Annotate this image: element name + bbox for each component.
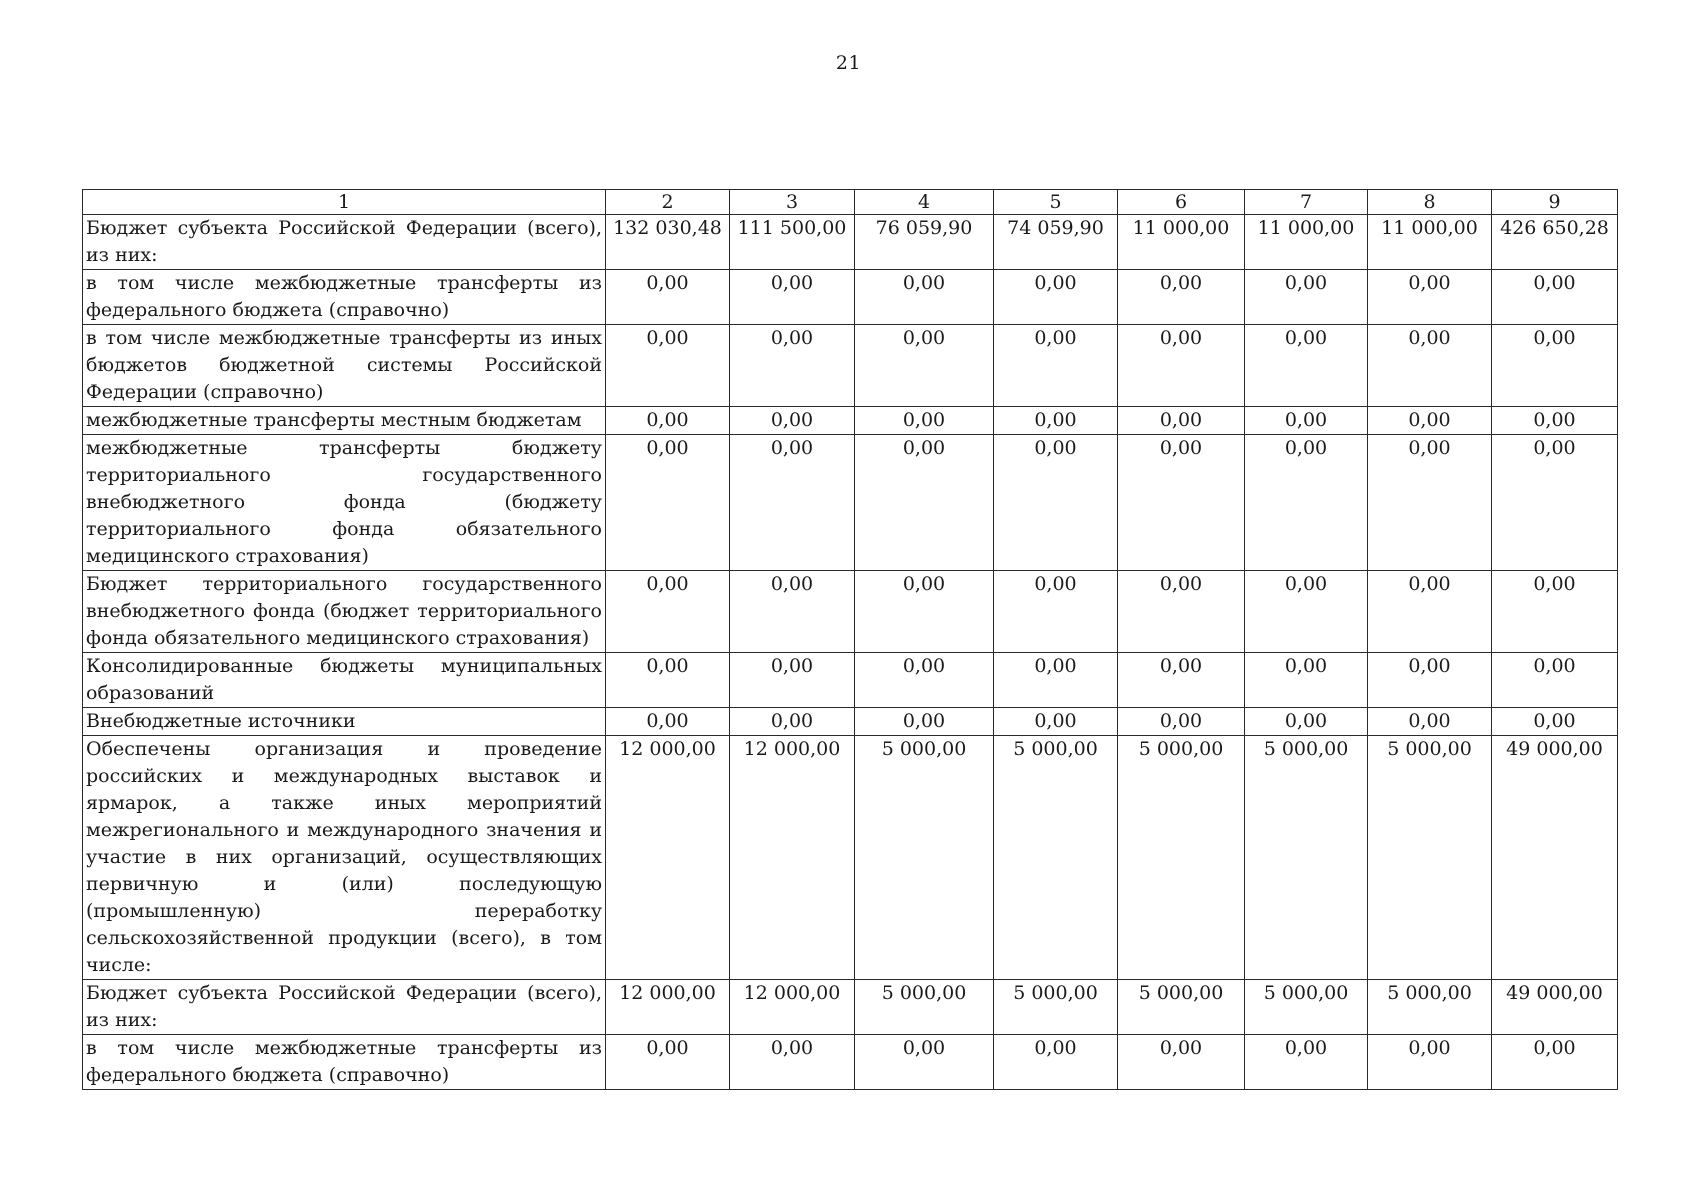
row-label: межбюджетные трансферты местным бюджетам (83, 407, 606, 435)
value-cell: 49 000,00 (1492, 980, 1618, 1035)
table-row (83, 1035, 1618, 1090)
value-cell: 0,00 (855, 435, 994, 571)
value-cell: 5 000,00 (1368, 736, 1492, 980)
value-cell: 74 059,90 (994, 215, 1118, 270)
value-cell: 12 000,00 (730, 980, 855, 1035)
table-row (83, 215, 1618, 270)
value-cell: 0,00 (1118, 270, 1245, 325)
value-cell: 0,00 (606, 653, 730, 708)
value-cell: 0,00 (855, 270, 994, 325)
value-cell: 0,00 (1368, 435, 1492, 571)
row-label: Бюджет субъекта Российской Федерации (всего), из них: (83, 980, 606, 1035)
table-header-row (83, 190, 1618, 215)
value-cell: 0,00 (1492, 325, 1618, 407)
row-label: Внебюджетные источники (83, 708, 606, 736)
value-cell: 0,00 (730, 708, 855, 736)
value-cell: 0,00 (1492, 653, 1618, 708)
value-cell: 0,00 (1245, 270, 1368, 325)
row-label: в том числе межбюджетные трансферты из иных бюджетов бюджетной системы Российской Федерации (справочно) (83, 325, 606, 407)
value-cell: 0,00 (1245, 571, 1368, 653)
value-cell: 5 000,00 (1245, 736, 1368, 980)
value-cell: 5 000,00 (1368, 980, 1492, 1035)
value-cell: 12 000,00 (730, 736, 855, 980)
value-cell: 0,00 (606, 708, 730, 736)
value-cell: 0,00 (994, 708, 1118, 736)
value-cell: 0,00 (1118, 1035, 1245, 1090)
column-header: 3 (730, 190, 855, 215)
table-row (83, 407, 1618, 435)
value-cell: 0,00 (855, 325, 994, 407)
column-header: 5 (994, 190, 1118, 215)
value-cell: 12 000,00 (606, 980, 730, 1035)
table-row (83, 325, 1618, 407)
table-row (83, 653, 1618, 708)
value-cell: 0,00 (1492, 1035, 1618, 1090)
value-cell: 0,00 (994, 571, 1118, 653)
value-cell: 11 000,00 (1245, 215, 1368, 270)
value-cell: 0,00 (606, 1035, 730, 1090)
table-row (83, 708, 1618, 736)
value-cell: 0,00 (730, 435, 855, 571)
value-cell: 0,00 (1118, 325, 1245, 407)
column-header: 6 (1118, 190, 1245, 215)
value-cell: 11 000,00 (1118, 215, 1245, 270)
value-cell: 132 030,48 (606, 215, 730, 270)
value-cell: 49 000,00 (1492, 736, 1618, 980)
value-cell: 0,00 (606, 407, 730, 435)
value-cell: 0,00 (606, 325, 730, 407)
column-header: 9 (1492, 190, 1618, 215)
value-cell: 0,00 (1492, 571, 1618, 653)
page-number: 21 (835, 52, 862, 74)
value-cell: 0,00 (994, 1035, 1118, 1090)
table-row (83, 270, 1618, 325)
value-cell: 0,00 (1368, 407, 1492, 435)
value-cell: 111 500,00 (730, 215, 855, 270)
column-header: 2 (606, 190, 730, 215)
value-cell: 0,00 (1118, 407, 1245, 435)
table-body (83, 215, 1618, 1090)
value-cell: 426 650,28 (1492, 215, 1618, 270)
column-header: 1 (83, 190, 606, 215)
value-cell: 5 000,00 (1118, 736, 1245, 980)
value-cell: 0,00 (606, 270, 730, 325)
column-header: 8 (1368, 190, 1492, 215)
table-row (83, 435, 1618, 571)
value-cell: 0,00 (1118, 435, 1245, 571)
value-cell: 5 000,00 (1245, 980, 1368, 1035)
value-cell: 0,00 (994, 270, 1118, 325)
value-cell: 0,00 (1245, 653, 1368, 708)
row-label: Бюджет субъекта Российской Федерации (всего), из них: (83, 215, 606, 270)
value-cell: 76 059,90 (855, 215, 994, 270)
value-cell: 0,00 (994, 435, 1118, 571)
column-header: 7 (1245, 190, 1368, 215)
value-cell: 0,00 (1492, 270, 1618, 325)
budget-table (82, 189, 1618, 1090)
value-cell: 0,00 (1368, 708, 1492, 736)
row-label: в том числе межбюджетные трансферты из федерального бюджета (справочно) (83, 1035, 606, 1090)
value-cell: 0,00 (1492, 407, 1618, 435)
value-cell: 0,00 (1245, 435, 1368, 571)
value-cell: 0,00 (730, 653, 855, 708)
value-cell: 0,00 (730, 407, 855, 435)
value-cell: 5 000,00 (855, 736, 994, 980)
row-label: Консолидированные бюджеты муниципальных образований (83, 653, 606, 708)
value-cell: 0,00 (1118, 571, 1245, 653)
row-label: межбюджетные трансферты бюджету территориального государственного внебюджетного фонда (бюджету территориального фонда обязательного медицинского страхования) (83, 435, 606, 571)
value-cell: 0,00 (1245, 407, 1368, 435)
value-cell: 0,00 (1492, 708, 1618, 736)
value-cell: 0,00 (730, 571, 855, 653)
value-cell: 0,00 (855, 1035, 994, 1090)
value-cell: 11 000,00 (1368, 215, 1492, 270)
value-cell: 0,00 (1368, 270, 1492, 325)
value-cell: 0,00 (855, 708, 994, 736)
row-label: Обеспечены организация и проведение российских и международных выставок и ярмарок, а также иных мероприятий межрегионального и международного значения и участие в них организаций, осуществляющих первичную и (или) последующую (промышленную) переработку сельскохозяйственной продукции (всего), в том числе: (83, 736, 606, 980)
value-cell: 5 000,00 (855, 980, 994, 1035)
value-cell: 5 000,00 (994, 980, 1118, 1035)
value-cell: 12 000,00 (606, 736, 730, 980)
value-cell: 0,00 (1245, 325, 1368, 407)
value-cell: 0,00 (730, 270, 855, 325)
row-label: Бюджет территориального государственного внебюджетного фонда (бюджет территориального фонда обязательного медицинского страхования) (83, 571, 606, 653)
value-cell: 0,00 (1368, 1035, 1492, 1090)
value-cell: 5 000,00 (994, 736, 1118, 980)
value-cell: 0,00 (855, 653, 994, 708)
value-cell: 0,00 (1492, 435, 1618, 571)
column-header: 4 (855, 190, 994, 215)
value-cell: 0,00 (855, 571, 994, 653)
value-cell: 0,00 (994, 653, 1118, 708)
value-cell: 0,00 (1368, 653, 1492, 708)
value-cell: 5 000,00 (1118, 980, 1245, 1035)
value-cell: 0,00 (994, 325, 1118, 407)
value-cell: 0,00 (1245, 708, 1368, 736)
value-cell: 0,00 (730, 325, 855, 407)
value-cell: 0,00 (606, 435, 730, 571)
value-cell: 0,00 (1118, 653, 1245, 708)
value-cell: 0,00 (1245, 1035, 1368, 1090)
value-cell: 0,00 (994, 407, 1118, 435)
value-cell: 0,00 (1368, 325, 1492, 407)
value-cell: 0,00 (606, 571, 730, 653)
table-row (83, 736, 1618, 980)
table-row (83, 980, 1618, 1035)
value-cell: 0,00 (855, 407, 994, 435)
row-label: в том числе межбюджетные трансферты из федерального бюджета (справочно) (83, 270, 606, 325)
table-row (83, 571, 1618, 653)
value-cell: 0,00 (1118, 708, 1245, 736)
value-cell: 0,00 (1368, 571, 1492, 653)
value-cell: 0,00 (730, 1035, 855, 1090)
